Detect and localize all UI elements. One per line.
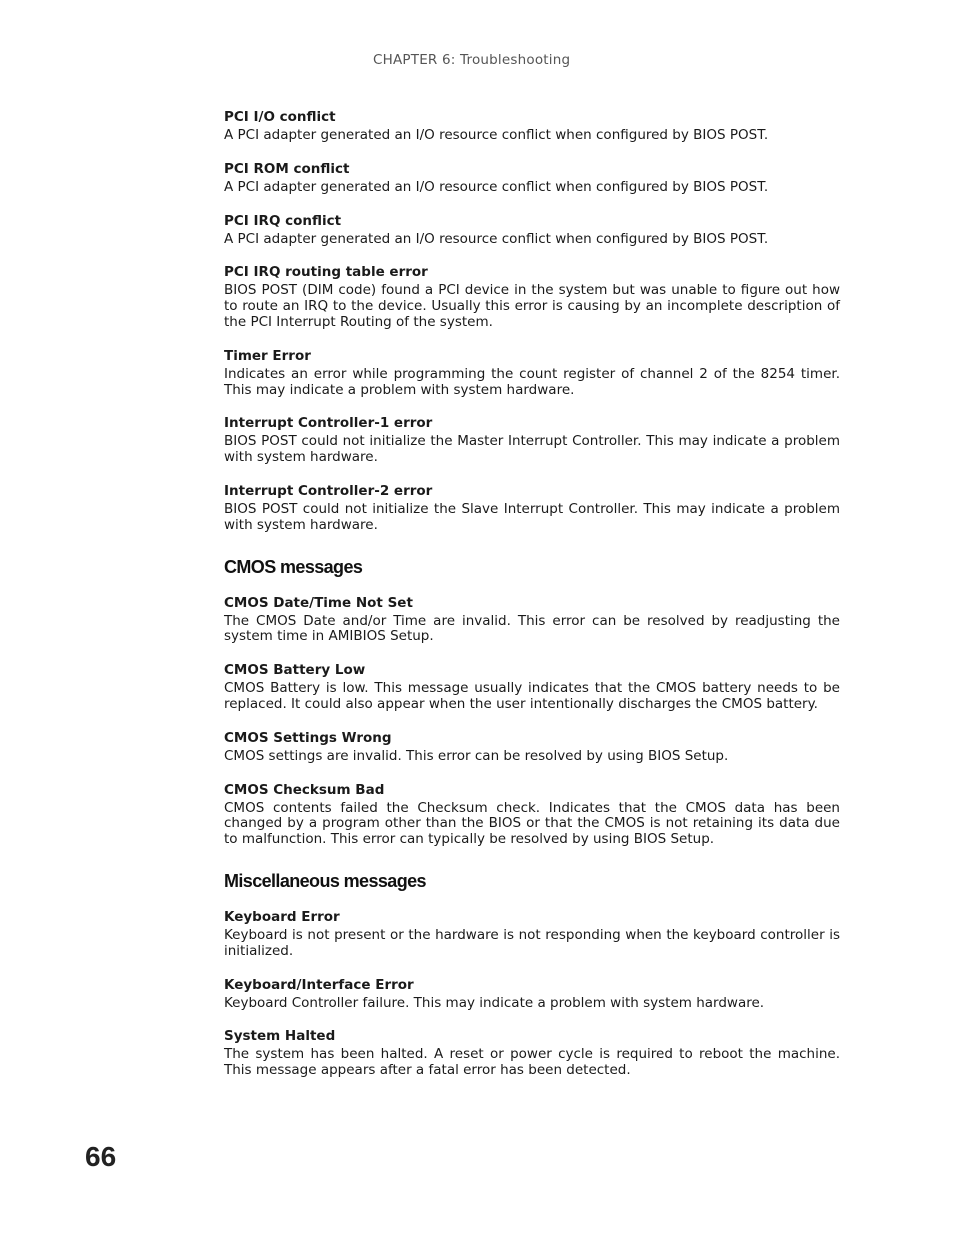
entry-title: Interrupt Controller-1 error xyxy=(224,415,433,432)
entry-title: Keyboard/Interface Error xyxy=(224,976,414,993)
entry-body: Indicates an error while programming the count register of channel 2 of the 8254 timer. This may indicate a problem with system hardware. xyxy=(224,365,840,398)
entry-interrupt-controller-2-error xyxy=(224,482,840,534)
entry-body: A PCI adapter generated an I/O resource conflict when configured by BIOS POST. xyxy=(224,230,769,247)
page-content xyxy=(224,108,840,1095)
entry-title: PCI IRQ routing table error xyxy=(224,264,428,281)
entry-body: CMOS settings are invalid. This error can be resolved by using BIOS Setup. xyxy=(224,747,729,764)
entry-body: The system has been halted. A reset or power cycle is required to reboot the machine. This message appears after a fatal error has been detected. xyxy=(224,1046,840,1079)
entry-body: BIOS POST could not initialize the Master Interrupt Controller. This may indicate a problem with system hardware. xyxy=(224,433,840,466)
entry-body: BIOS POST could not initialize the Slave Interrupt Controller. This may indicate a problem with system hardware. xyxy=(224,500,840,533)
entry-pci-irq-conflict xyxy=(224,212,840,248)
entry-title: System Halted xyxy=(224,1028,336,1045)
entry-keyboard-error xyxy=(224,908,840,960)
section-heading-miscellaneous-messages: Miscellaneous messages xyxy=(224,870,426,891)
entry-pci-io-conflict xyxy=(224,108,840,144)
entry-interrupt-controller-1-error xyxy=(224,414,840,466)
entry-body: Keyboard is not present or the hardware is not responding when the keyboard controller is initialized. xyxy=(224,926,840,959)
section-heading-cmos-messages: CMOS messages xyxy=(224,556,363,577)
entry-body: BIOS POST (DIM code) found a PCI device in the system but was unable to figure out how to route an IRQ to the device. Usually this error is causing by an incomplete description of the PCI Interrupt Routing of the system. xyxy=(224,282,840,330)
entry-body: Keyboard Controller failure. This may indicate a problem with system hardware. xyxy=(224,994,765,1011)
entry-title: PCI I/O conflict xyxy=(224,109,336,125)
entry-title: CMOS Date/Time Not Set xyxy=(224,594,413,611)
entry-title: Interrupt Controller-2 error xyxy=(224,482,433,499)
entry-title: CMOS Checksum Bad xyxy=(224,781,385,798)
page-number: 66 xyxy=(85,1141,117,1172)
entry-body: CMOS contents failed the Checksum check. Indicates that the CMOS data has been changed by a program other than the BIOS or that the CMOS is not retaining its data due to malfunction. This error can typically be resolved by using BIOS Setup. xyxy=(224,799,840,848)
running-header: CHAPTER 6: Troubleshooting xyxy=(373,52,571,68)
entry-title: Keyboard Error xyxy=(224,908,340,925)
entry-cmos-date-time-not-set xyxy=(224,594,840,646)
entry-body: A PCI adapter generated an I/O resource conflict when configured by BIOS POST. xyxy=(224,178,769,195)
entry-cmos-settings-wrong xyxy=(224,729,840,765)
entry-cmos-checksum-bad xyxy=(224,781,840,848)
entry-title: PCI IRQ conflict xyxy=(224,212,342,229)
entry-cmos-battery-low xyxy=(224,661,840,713)
entry-keyboard-interface-error xyxy=(224,976,840,1012)
entry-body: The CMOS Date and/or Time are invalid. This error can be resolved by readjusting the system time in AMIBIOS Setup. xyxy=(224,612,840,645)
entry-timer-error xyxy=(224,347,840,399)
entry-title: Timer Error xyxy=(224,347,311,364)
entry-body: CMOS Battery is low. This message usually indicates that the CMOS battery needs to be replaced. It could also appear when the user intentionally discharges the CMOS battery. xyxy=(224,680,840,712)
entry-body: A PCI adapter generated an I/O resource conflict when configured by BIOS POST. xyxy=(224,127,769,143)
entry-title: PCI ROM conflict xyxy=(224,160,350,177)
entry-system-halted xyxy=(224,1027,840,1079)
entry-pci-irq-routing-table-error xyxy=(224,263,840,330)
entry-pci-rom-conflict xyxy=(224,160,840,196)
entry-title: CMOS Battery Low xyxy=(224,662,366,679)
entry-title: CMOS Settings Wrong xyxy=(224,729,392,746)
